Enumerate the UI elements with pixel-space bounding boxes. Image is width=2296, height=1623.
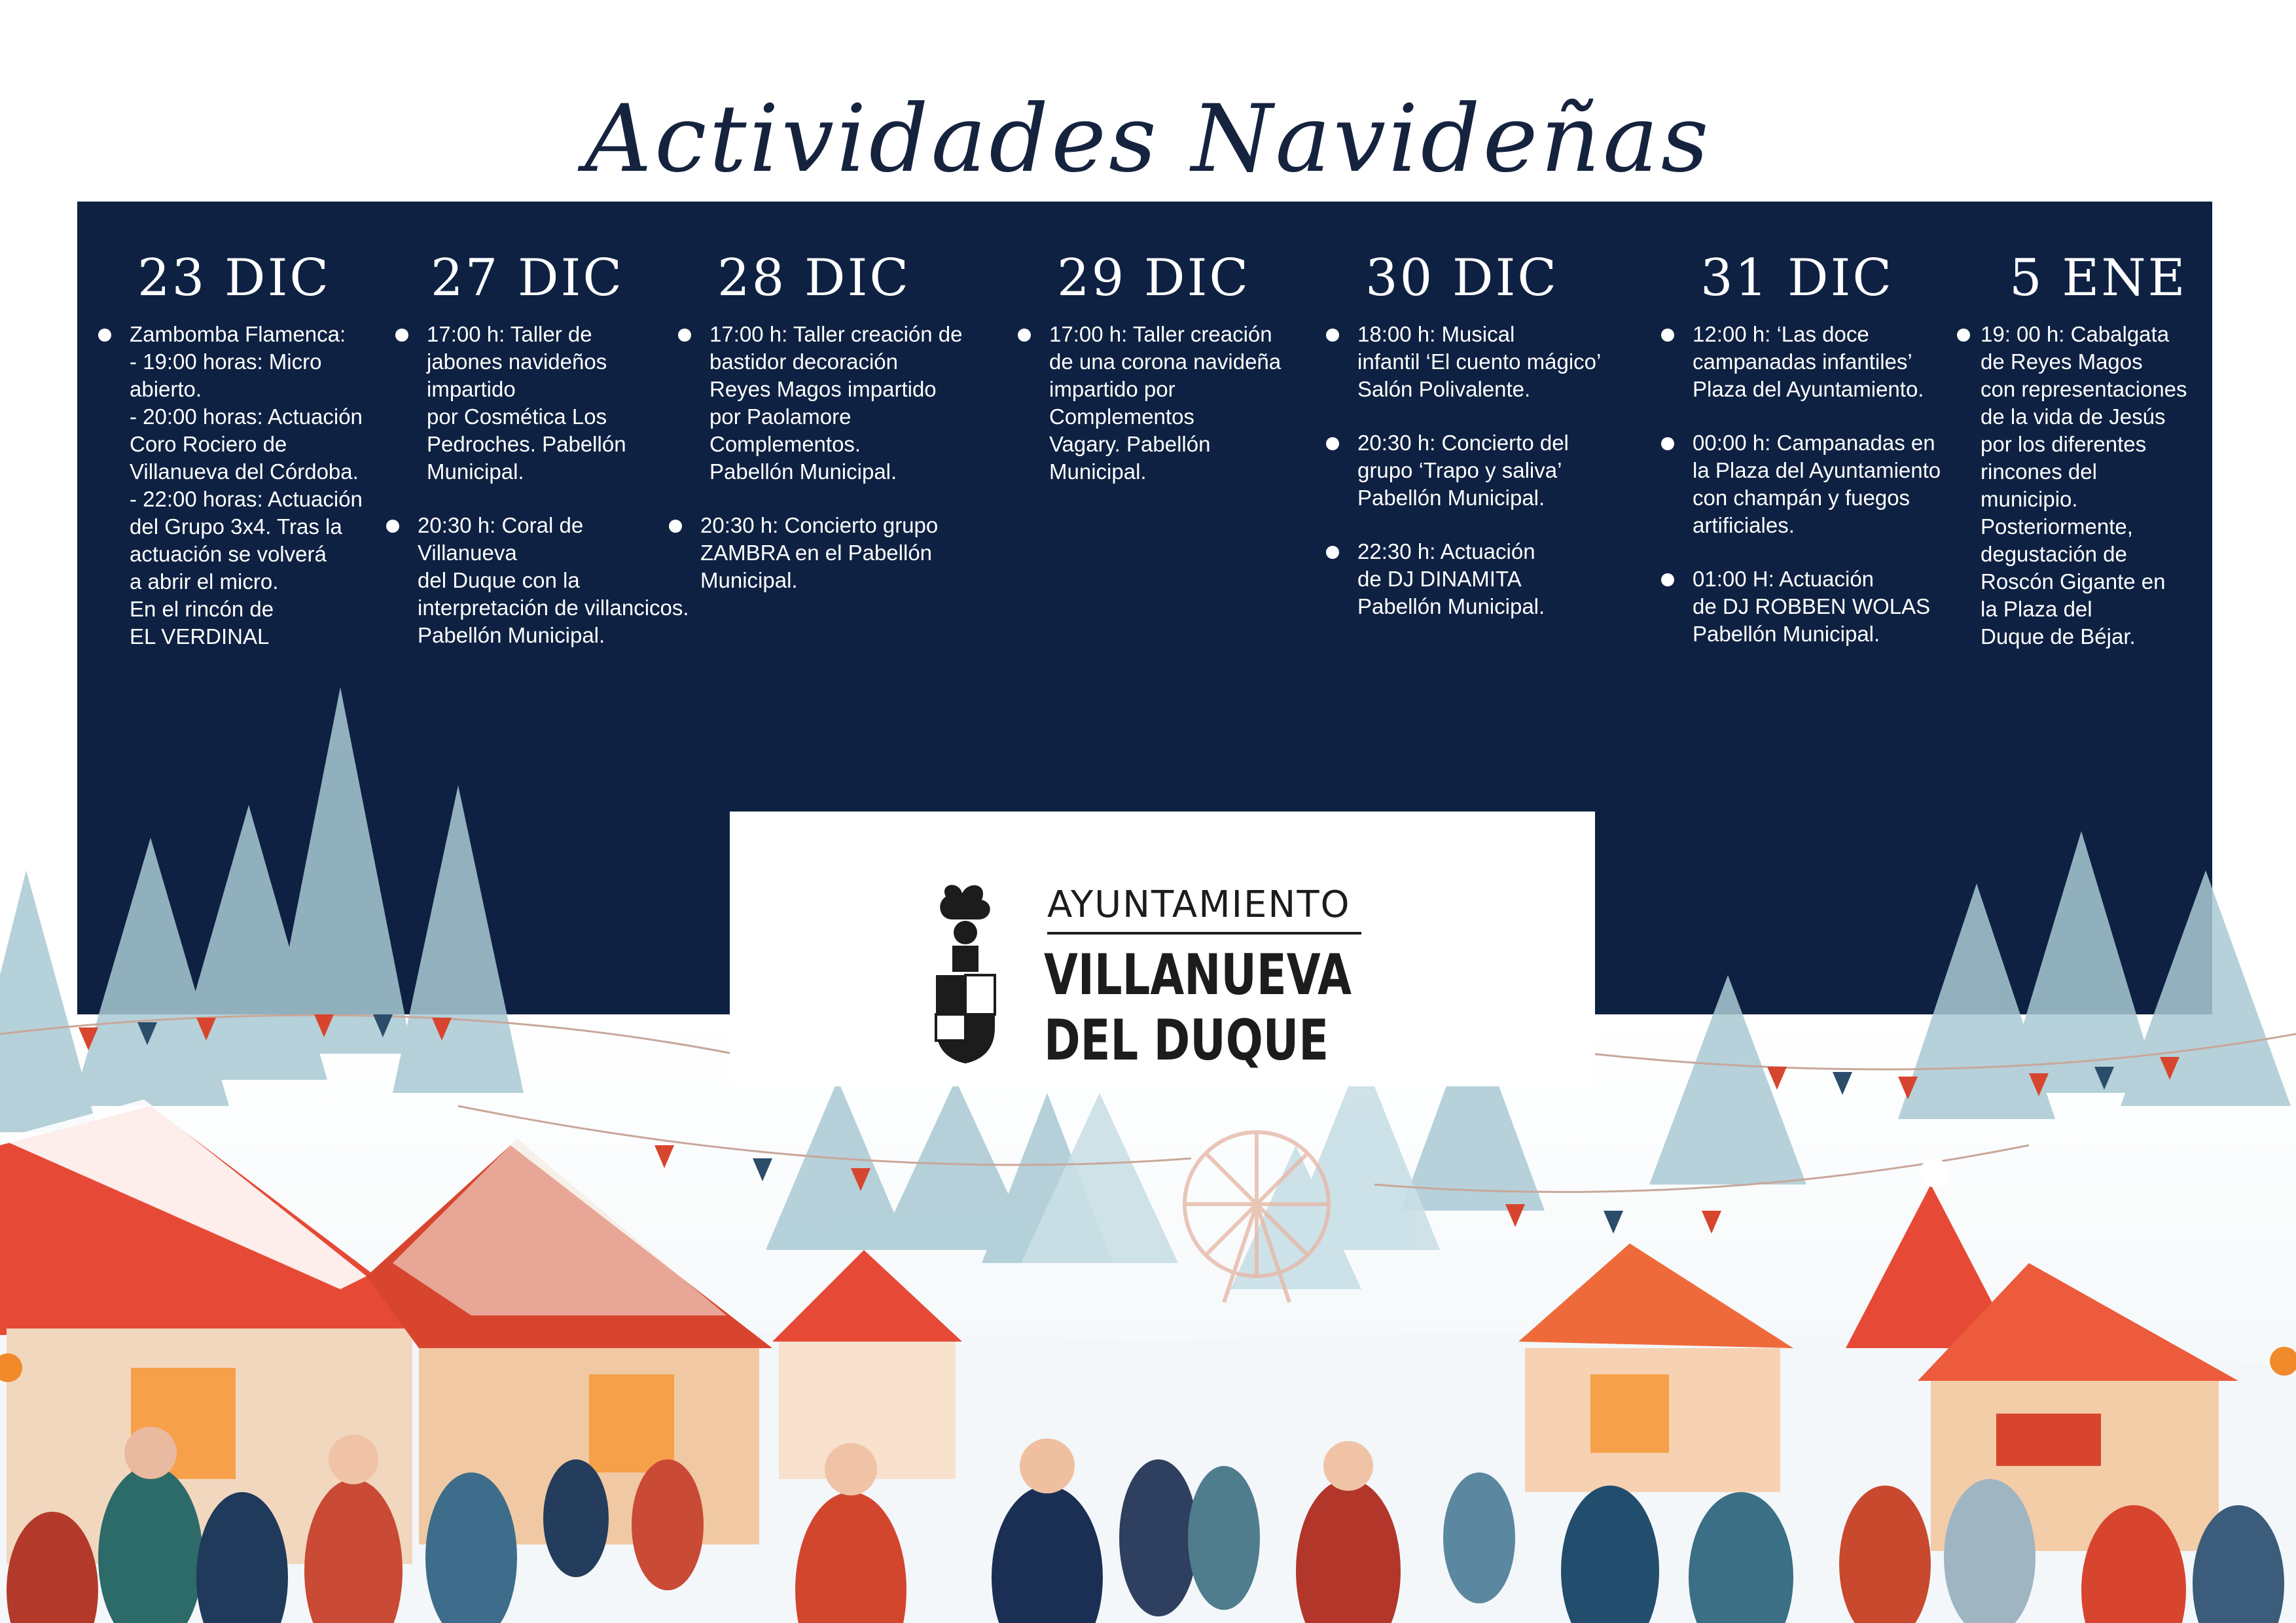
event-item: 17:00 h: Taller creación de una corona navideña impartido por Complementos Vagary. Pabellón Municipal.	[1018, 321, 1325, 486]
day-column-29-dic	[1018, 249, 1325, 512]
event-item: 22:30 h: Actuación de DJ DINAMITA Pabellón Municipal.	[1326, 538, 1640, 620]
event-item: 18:00 h: Musical infantil ‘El cuento mágico’ Salón Polivalente.	[1326, 321, 1640, 403]
event-item: 20:30 h: Concierto del grupo ‘Trapo y saliva’ Pabellón Municipal.	[1326, 429, 1640, 512]
page-title: Actividades Navideñas	[584, 85, 1712, 193]
day-heading: 27 DIC	[431, 249, 624, 308]
event-item: 17:00 h: Taller creación de bastidor decoración Reyes Magos impartido por Paolamore Complementos. Pabellón Municipal.	[678, 321, 1005, 486]
event-item: 00:00 h: Campanadas en la Plaza del Ayuntamiento con champán y fuegos artificiales.	[1661, 429, 1969, 539]
event-item: 12:00 h: ‘Las doce campanadas infantiles’ Plaza del Ayuntamiento.	[1661, 321, 1969, 403]
event-item: 19: 00 h: Cabalgata de Reyes Magos con representaciones de la vida de Jesús por los diferentes rincones del municipio. Posteriormente, degustación de Roscón Gigante en la Plaza del Duque de Béjar.	[1957, 321, 2219, 651]
logo-line-ayuntamiento: AYUNTAMIENTO	[1047, 883, 1351, 926]
logo-divider	[1047, 932, 1361, 935]
day-column-5-ene	[1957, 249, 2219, 677]
day-column-23-dic	[98, 249, 386, 677]
event-item: 20:30 h: Coral de Villanueva del Duque con la interpretación de villancicos. Pabellón Municipal.	[386, 512, 706, 649]
event-item: 17:00 h: Taller de jabones navideños impartido por Cosmética Los Pedroches. Pabellón Municipal.	[395, 321, 706, 486]
day-column-31-dic	[1661, 249, 1969, 674]
day-heading: 28 DIC	[717, 249, 911, 308]
logo-line-villanueva: VILLANUEVA	[1044, 942, 1352, 1008]
day-column-30-dic	[1326, 249, 1640, 647]
event-item: Zambomba Flamenca: - 19:00 horas: Micro abierto. - 20:00 horas: Actuación Coro Rociero de Villanueva del Córdoba. - 22:00 horas: Actuación del Grupo 3x4. Tras la actuación se volverá a abrir el micro. En el rincón de EL VERDINAL	[98, 321, 386, 651]
day-heading: 5 ENE	[2009, 249, 2187, 308]
day-heading: 23 DIC	[137, 249, 331, 308]
event-item: 01:00 H: Actuación de DJ ROBBEN WOLAS Pabellón Municipal.	[1661, 565, 1969, 648]
event-item: 20:30 h: Concierto grupo ZAMBRA en el Pabellón Municipal.	[669, 512, 1005, 594]
day-heading: 30 DIC	[1365, 249, 1559, 308]
logo-line-del-duque: DEL DUQUE	[1044, 1008, 1329, 1073]
day-heading: 31 DIC	[1700, 249, 1894, 308]
logo-card	[730, 812, 1595, 1086]
day-heading: 29 DIC	[1057, 249, 1251, 308]
day-column-27-dic	[391, 249, 706, 675]
day-column-28-dic	[678, 249, 1005, 620]
coat-of-arms-icon	[933, 883, 998, 1067]
